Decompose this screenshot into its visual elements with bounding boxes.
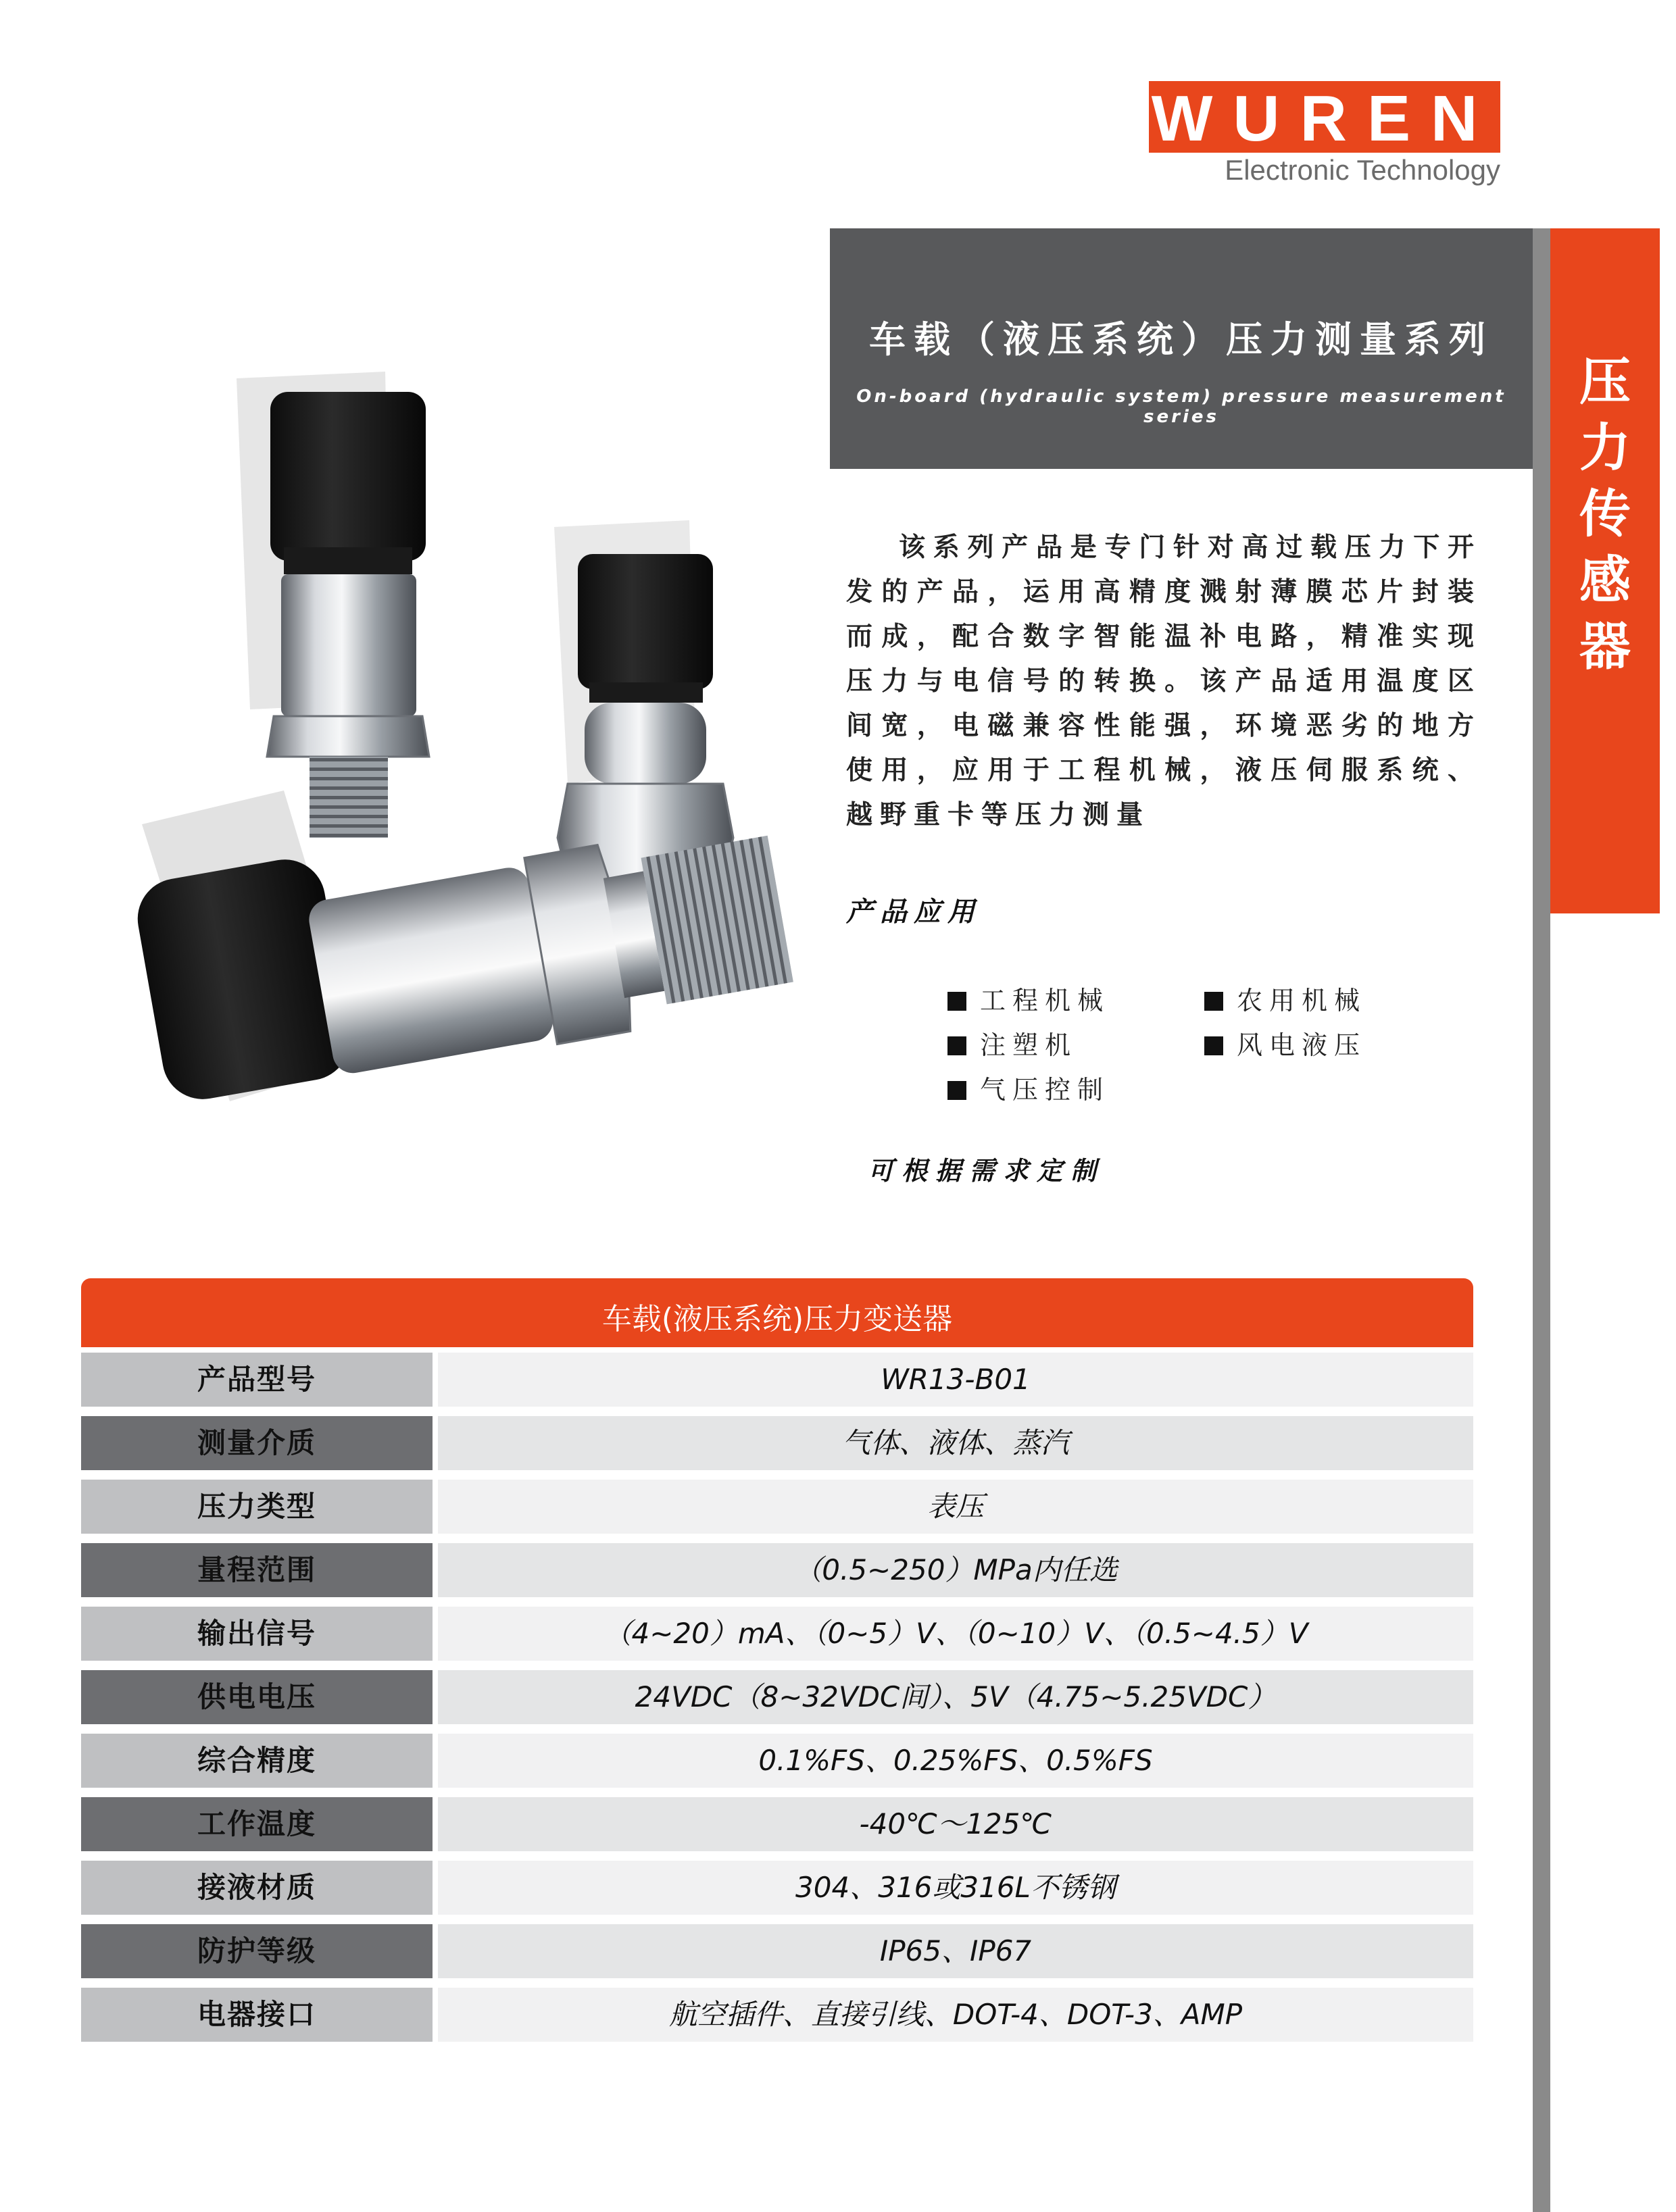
applications-title: 产品应用 xyxy=(846,897,981,928)
product-description: 该系列产品是专门针对高过载压力下开发的产品，运用高精度溅射薄膜芯片封装而成，配合数字智能温补电路，精准实现压力与电信号的转换。该产品适用温度区间宽，电磁兼容性能强，环境恶劣的地方使用，应用于工程机械，液压伺服系统、越野重卡等压力测量 xyxy=(846,532,1481,830)
spec-row xyxy=(81,1480,1473,1534)
spec-row xyxy=(81,1988,1473,2042)
brand-logo: WUREN xyxy=(1151,82,1498,155)
spec-value: IP65、IP67 xyxy=(438,1924,1473,1978)
series-title-cn: 车载（液压系统）压力测量系列 xyxy=(869,318,1494,361)
spec-value: 304、316或316L不锈钢 xyxy=(438,1861,1473,1915)
square-bullet-icon xyxy=(947,1036,966,1055)
spec-row xyxy=(81,1353,1473,1407)
spec-value: （4~20）mA、（0~5）V、（0~10）V、（0.5~4.5）V xyxy=(438,1607,1473,1661)
application-item: 注塑机 xyxy=(947,1024,1077,1061)
spec-value: 表压 xyxy=(438,1480,1473,1534)
square-bullet-icon xyxy=(1204,992,1223,1011)
spec-label: 工作温度 xyxy=(81,1797,433,1851)
application-item: 风电液压 xyxy=(1204,1024,1366,1061)
spec-label: 防护等级 xyxy=(81,1924,433,1978)
spec-label: 供电电压 xyxy=(81,1670,433,1724)
spec-value: 0.1%FS、0.25%FS、0.5%FS xyxy=(438,1734,1473,1788)
spec-row xyxy=(81,1416,1473,1470)
spec-row xyxy=(81,1734,1473,1788)
square-bullet-icon xyxy=(947,992,966,1011)
custom-note: 可根据需求定制 xyxy=(868,1156,1105,1186)
spec-label: 产品型号 xyxy=(81,1353,433,1407)
spec-row xyxy=(81,1924,1473,1978)
spec-value: 航空插件、直接引线、DOT-4、DOT-3、AMP xyxy=(438,1988,1473,2042)
application-item: 气压控制 xyxy=(947,1069,1110,1106)
brand-tagline: Electronic Technology xyxy=(1225,154,1500,186)
side-category-label: 压 力 传 感 器 xyxy=(1579,351,1631,676)
application-item: 工程机械 xyxy=(947,980,1110,1017)
square-bullet-icon xyxy=(947,1081,966,1100)
square-bullet-icon xyxy=(1204,1036,1223,1055)
series-title-en: On-board (hydraulic system) pressure measurement series xyxy=(856,386,1506,427)
spec-label: 电器接口 xyxy=(81,1988,433,2042)
spec-label: 综合精度 xyxy=(81,1734,433,1788)
side-grey-bar xyxy=(1533,228,1550,2212)
spec-label: 量程范围 xyxy=(81,1543,433,1597)
spec-label: 压力类型 xyxy=(81,1480,433,1534)
spec-label: 测量介质 xyxy=(81,1416,433,1470)
spec-row xyxy=(81,1543,1473,1597)
spec-value: -40℃～125℃ xyxy=(438,1797,1473,1851)
spec-row xyxy=(81,1670,1473,1724)
spec-row xyxy=(81,1861,1473,1915)
spec-value: 24VDC（8~32VDC间）、5V（4.75~5.25VDC） xyxy=(438,1670,1473,1724)
application-item: 农用机械 xyxy=(1204,980,1366,1017)
spec-value: （0.5~250）MPa内任选 xyxy=(438,1543,1473,1597)
spec-value: WR13-B01 xyxy=(438,1353,1473,1407)
spec-table-title: 车载(液压系统)压力变送器 xyxy=(601,1302,953,1336)
spec-value: 气体、液体、蒸汽 xyxy=(438,1416,1473,1470)
spec-label: 输出信号 xyxy=(81,1607,433,1661)
product-photo xyxy=(81,351,818,1209)
spec-row xyxy=(81,1797,1473,1851)
spec-label: 接液材质 xyxy=(81,1861,433,1915)
spec-row xyxy=(81,1607,1473,1661)
